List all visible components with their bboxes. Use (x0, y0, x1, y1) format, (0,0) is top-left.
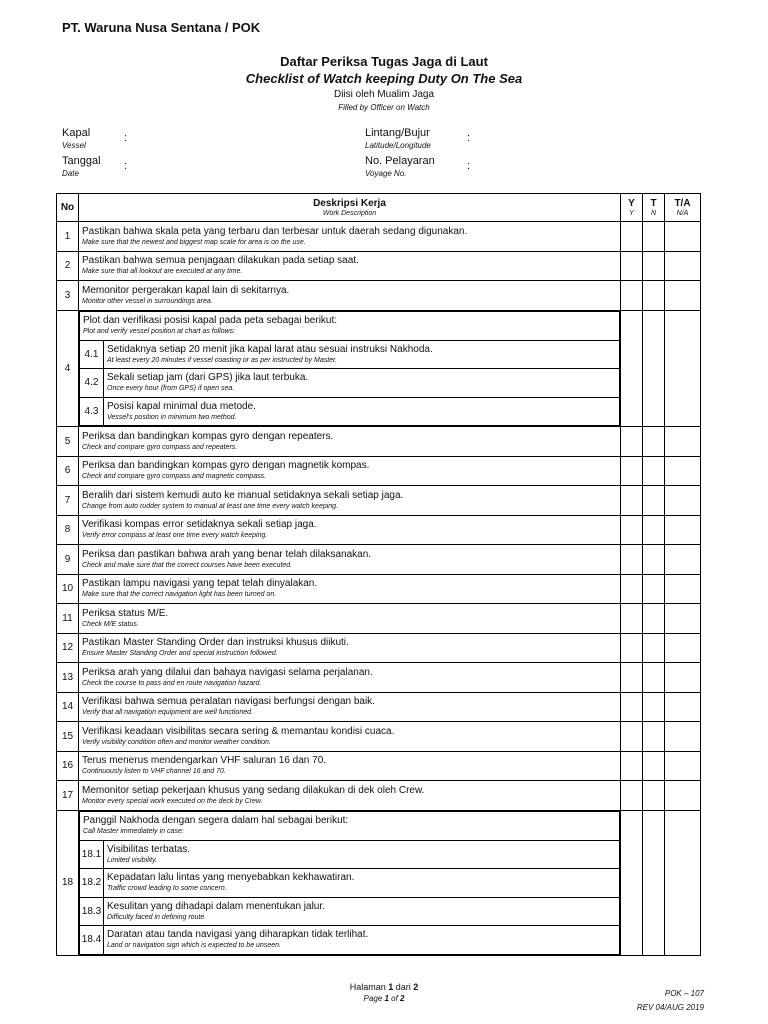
item-text: Verifikasi bahwa semua peralatan navigasi berfungsi dengan baik. (82, 696, 375, 708)
sub-description (104, 869, 620, 898)
item-text: Periksa dan bandingkan kompas gyro dengan repeaters. (82, 430, 334, 442)
row-number: 10 (57, 574, 79, 604)
table-row (57, 692, 701, 722)
item-text-english: Verify that all navigation equipment are well functioned. (82, 709, 253, 717)
table-row (57, 456, 701, 486)
item-text-english: Verify error compass at least one time every watch keeping. (82, 532, 268, 540)
checkbox-not-applicable[interactable] (665, 810, 701, 955)
sub-items (79, 311, 620, 427)
checkbox-no[interactable] (643, 751, 665, 781)
checkbox-not-applicable[interactable] (665, 456, 701, 486)
field-vessel (62, 127, 90, 152)
row-description (79, 781, 621, 811)
table-row (57, 663, 701, 693)
item-text: Pastikan lampu navigasi yang tepat telah dinyalakan. (82, 578, 318, 590)
checkbox-no[interactable] (643, 222, 665, 252)
field-voyage-colon: : (467, 160, 471, 172)
sub-row (80, 340, 620, 369)
checkbox-not-applicable[interactable] (665, 515, 701, 545)
field-vessel-label-english: Vessel (62, 141, 86, 150)
checkbox-yes[interactable] (621, 222, 643, 252)
checkbox-yes[interactable] (621, 633, 643, 663)
row-description (79, 663, 621, 693)
sub-description (104, 369, 620, 398)
item-text-english: Make sure that the newest and biggest map scale for area is on the use. (82, 238, 306, 246)
row-description (79, 633, 621, 663)
checkbox-no[interactable] (643, 427, 665, 457)
item-text: Periksa status M/E. (82, 607, 169, 619)
row-number: 15 (57, 722, 79, 752)
row-description (79, 456, 621, 486)
sub-row (80, 897, 620, 926)
item-text-english: Difficulty faced in defining route. (107, 913, 207, 921)
checkbox-no[interactable] (643, 663, 665, 693)
item-text-english: Continuously listen to VHF channel 16 and 70. (82, 768, 226, 776)
checkbox-not-applicable[interactable] (665, 545, 701, 575)
checkbox-no[interactable] (643, 456, 665, 486)
sub-header-row (80, 811, 620, 840)
row-description (79, 722, 621, 752)
sub-number: 4.1 (80, 340, 104, 369)
checkbox-not-applicable[interactable] (665, 722, 701, 752)
row-number: 14 (57, 692, 79, 722)
checkbox-not-applicable[interactable] (665, 427, 701, 457)
checkbox-yes[interactable] (621, 310, 643, 427)
field-latitude-colon: : (467, 132, 471, 144)
sub-description (104, 897, 620, 926)
checkbox-not-applicable[interactable] (665, 663, 701, 693)
table-row (57, 251, 701, 281)
row-description (79, 545, 621, 575)
item-text-english: Monitor every special work executed on the deck by Crew. (82, 797, 263, 805)
checkbox-yes[interactable] (621, 604, 643, 634)
row-description (79, 604, 621, 634)
header-not-applicable: T/A N/A (665, 194, 701, 222)
sub-number: 4.3 (80, 397, 104, 426)
checkbox-not-applicable[interactable] (665, 251, 701, 281)
sub-description (104, 397, 620, 426)
field-date (62, 155, 101, 180)
row-number: 7 (57, 486, 79, 516)
row-number: 1 (57, 222, 79, 252)
item-text-english: Check and compare gyro compass and magnetic compass. (82, 473, 267, 481)
sub-items (79, 811, 620, 955)
sub-row (80, 369, 620, 398)
item-text: Pastikan bahwa semua penjagaan dilakukan pada setiap saat. (82, 255, 359, 267)
field-latitude-label-english: Latitude/Longitude (365, 141, 431, 150)
document-code (637, 987, 704, 1015)
table-row (57, 751, 701, 781)
sub-number: 18.1 (80, 840, 104, 869)
sub-number: 18.2 (80, 869, 104, 898)
item-text-english: Check and compare gyro compass and repeaters. (82, 443, 238, 451)
item-text-english: Plot and verify vessel position at chart as follows: (83, 328, 236, 335)
checkbox-yes[interactable] (621, 781, 643, 811)
checkbox-no[interactable] (643, 633, 665, 663)
table-row (57, 515, 701, 545)
table-row (57, 810, 701, 955)
sub-header (80, 311, 620, 340)
page-number-en: Page 1 of 2 (363, 994, 405, 1003)
sub-number: 18.3 (80, 897, 104, 926)
table-row (57, 633, 701, 663)
page-number-id: Halaman 1 dari 2 (349, 982, 419, 992)
checkbox-not-applicable[interactable] (665, 604, 701, 634)
item-text-english: Ensure Master Standing Order and special instruction followed. (82, 650, 278, 658)
field-latitude-label: Lintang/Bujur (365, 127, 430, 139)
item-text: Sekali setiap jam (dari GPS) jika laut terbuka. (107, 372, 309, 384)
checklist-table (56, 193, 701, 956)
field-latitude (365, 127, 431, 152)
field-voyage-label-english: Voyage No. (365, 169, 407, 178)
item-text: Pastikan bahwa skala peta yang terbaru dan terbesar untuk daerah sedang digunakan. (82, 225, 468, 237)
checkbox-yes[interactable] (621, 427, 643, 457)
checkbox-yes[interactable] (621, 663, 643, 693)
field-date-label: Tanggal (62, 155, 101, 167)
table-row (57, 281, 701, 311)
checkbox-yes[interactable] (621, 515, 643, 545)
item-text-english: Monitor other vessel in surroundings area. (82, 297, 213, 305)
checkbox-no[interactable] (643, 574, 665, 604)
checkbox-no[interactable] (643, 781, 665, 811)
row-description (79, 574, 621, 604)
form-title-english: Checklist of Watch keeping Duty On The Sea (245, 71, 523, 86)
field-voyage (365, 155, 435, 180)
field-date-colon: : (124, 160, 128, 172)
item-text: Visibilitas terbatas. (107, 843, 191, 855)
form-title: Daftar Periksa Tugas Jaga di Laut (280, 54, 488, 69)
sub-row (80, 397, 620, 426)
item-text-english: Make sure that the correct navigation light has been turned on. (82, 591, 277, 599)
row-number: 17 (57, 781, 79, 811)
field-date-label-english: Date (62, 169, 79, 178)
checkbox-not-applicable[interactable] (665, 692, 701, 722)
row-number: 11 (57, 604, 79, 634)
item-text: Kesulitan yang dihadapi dalam menentukan jalur. (107, 900, 325, 912)
row-description (79, 427, 621, 457)
doc-code: POK – 107 (664, 989, 704, 998)
checkbox-yes[interactable] (621, 281, 643, 311)
item-text: Terus menerus mendengarkan VHF saluran 16 dan 70. (82, 755, 327, 767)
sub-number: 4.2 (80, 369, 104, 398)
checkbox-no[interactable] (643, 281, 665, 311)
sub-row (80, 840, 620, 869)
table-row (57, 310, 701, 427)
checklist-body (57, 222, 701, 956)
checkbox-not-applicable[interactable] (665, 574, 701, 604)
sub-header-row (80, 311, 620, 340)
checkbox-yes[interactable] (621, 251, 643, 281)
checkbox-not-applicable[interactable] (665, 781, 701, 811)
item-text-english: Limited visibility. (107, 856, 158, 864)
table-row (57, 781, 701, 811)
item-text: Setidaknya setiap 20 menit jika kapal larat atau sesuai instruksi Nakhoda. (107, 343, 433, 355)
table-row (57, 545, 701, 575)
checkbox-yes[interactable] (621, 486, 643, 516)
item-text-english: Once every hour (from GPS) if open sea. (107, 385, 235, 393)
table-row (57, 574, 701, 604)
row-description (79, 692, 621, 722)
row-number: 4 (57, 310, 79, 427)
row-number: 12 (57, 633, 79, 663)
checkbox-no[interactable] (643, 486, 665, 516)
item-text-english: Call Master immediately in case: (83, 828, 184, 835)
row-description (79, 515, 621, 545)
checkbox-not-applicable[interactable] (665, 751, 701, 781)
checkbox-yes[interactable] (621, 456, 643, 486)
table-row (57, 222, 701, 252)
table-row (57, 604, 701, 634)
checkbox-yes[interactable] (621, 722, 643, 752)
checkbox-no[interactable] (643, 545, 665, 575)
checkbox-yes[interactable] (621, 574, 643, 604)
checkbox-not-applicable[interactable] (665, 310, 701, 427)
checkbox-yes[interactable] (621, 810, 643, 955)
checkbox-no[interactable] (643, 722, 665, 752)
checkbox-no[interactable] (643, 515, 665, 545)
item-text-english: Traffic crowd leading to some concern. (107, 885, 227, 893)
item-text: Periksa arah yang dilalui dan bahaya navigasi selama perjalanan. (82, 666, 373, 678)
header-yes: Y Y (621, 194, 643, 222)
row-number: 9 (57, 545, 79, 575)
item-text-english: Change from auto rudder system to manual at least one time every watch keeping. (82, 502, 339, 510)
row-description (79, 251, 621, 281)
checkbox-yes[interactable] (621, 692, 643, 722)
item-text-english: Verify visibility condition often and monitor weather condition. (82, 738, 271, 746)
checkbox-no[interactable] (643, 604, 665, 634)
item-text: Daratan atau tanda navigasi yang diharapkan tidak terlihat. (107, 929, 369, 941)
item-text-english: Check M/E status. (82, 620, 139, 628)
sub-description (104, 340, 620, 369)
form-subtitle-english: Filled by Officer on Watch (338, 103, 430, 112)
checkbox-no[interactable] (643, 692, 665, 722)
item-text-english: Vessel's position in minimum two method. (107, 413, 237, 421)
checkbox-no[interactable] (643, 310, 665, 427)
checkbox-no[interactable] (643, 251, 665, 281)
item-text: Memonitor setiap pekerjaan khusus yang sedang dilakukan di dek oleh Crew. (82, 784, 425, 796)
item-text: Periksa dan pastikan bahwa arah yang benar telah dilaksanakan. (82, 548, 372, 560)
row-number: 5 (57, 427, 79, 457)
item-text: Plot dan verifikasi posisi kapal pada peta sebagai berikut: (83, 315, 338, 326)
table-row (57, 486, 701, 516)
header-no-answer: T N (643, 194, 665, 222)
field-vessel-colon: : (124, 132, 128, 144)
revision: REV 04/AUG 2019 (636, 1003, 704, 1012)
form-subtitle: Diisi oleh Mualim Jaga (333, 89, 435, 100)
sub-description (104, 840, 620, 869)
item-text: Kepadatan lalu lintas yang menyebabkan kekhawatiran. (107, 872, 355, 884)
sub-header (80, 811, 620, 840)
checkbox-yes[interactable] (621, 545, 643, 575)
row-number: 8 (57, 515, 79, 545)
table-row (57, 427, 701, 457)
row-number: 13 (57, 663, 79, 693)
item-text: Periksa dan bandingkan kompas gyro dengan magnetik kompas. (82, 460, 370, 472)
row-number: 2 (57, 251, 79, 281)
checkbox-not-applicable[interactable] (665, 281, 701, 311)
header-no: No (57, 194, 79, 222)
item-text: Memonitor pergerakan kapal lain di sekitarnya. (82, 284, 290, 296)
item-text: Verifikasi keadaan visibilitas secara sering & memantau kondisi cuaca. (82, 725, 395, 737)
checkbox-yes[interactable] (621, 751, 643, 781)
row-number: 3 (57, 281, 79, 311)
title-block (0, 53, 768, 114)
item-text-english: Check and make sure that the correct courses have been executed. (82, 561, 293, 569)
row-description (79, 751, 621, 781)
sub-row (80, 869, 620, 898)
row-number: 16 (57, 751, 79, 781)
header-description: Deskripsi Kerja Work Description (79, 194, 621, 222)
row-description (79, 310, 621, 427)
item-text-english: At least every 20 minutes if vessel coasting or as per instructed by Master. (107, 356, 338, 364)
item-text: Posisi kapal minimal dua metode. (107, 400, 256, 412)
row-number: 18 (57, 810, 79, 955)
item-text: Pastikan Master Standing Order dan instruksi khusus diikuti. (82, 637, 349, 649)
sub-number: 18.4 (80, 926, 104, 955)
field-vessel-label: Kapal (62, 127, 91, 139)
item-text-english: Check the course to pass and en route navigation hazard. (82, 679, 262, 687)
checkbox-not-applicable[interactable] (665, 486, 701, 516)
row-description (79, 810, 621, 955)
company-name: PT. Waruna Nusa Sentana / POK (62, 20, 261, 35)
row-description (79, 486, 621, 516)
sub-description (104, 926, 620, 955)
table-row (57, 722, 701, 752)
item-text-english: Land or navigation sign which is expected to be unseen. (107, 942, 281, 950)
item-text: Verifikasi kompas error setidaknya sekali setiap jaga. (82, 519, 317, 531)
checkbox-no[interactable] (643, 810, 665, 955)
checkbox-not-applicable[interactable] (665, 633, 701, 663)
row-description (79, 222, 621, 252)
field-voyage-label: No. Pelayaran (365, 155, 435, 167)
row-description (79, 281, 621, 311)
row-number: 6 (57, 456, 79, 486)
item-text: Beralih dari sistem kemudi auto ke manual setidaknya sekali setiap jaga. (82, 489, 404, 501)
item-text: Panggil Nakhoda dengan segera dalam hal sebagai berikut: (83, 815, 349, 826)
sub-row (80, 926, 620, 955)
item-text-english: Make sure that all lookout are executed at any time. (82, 268, 243, 276)
checkbox-not-applicable[interactable] (665, 222, 701, 252)
